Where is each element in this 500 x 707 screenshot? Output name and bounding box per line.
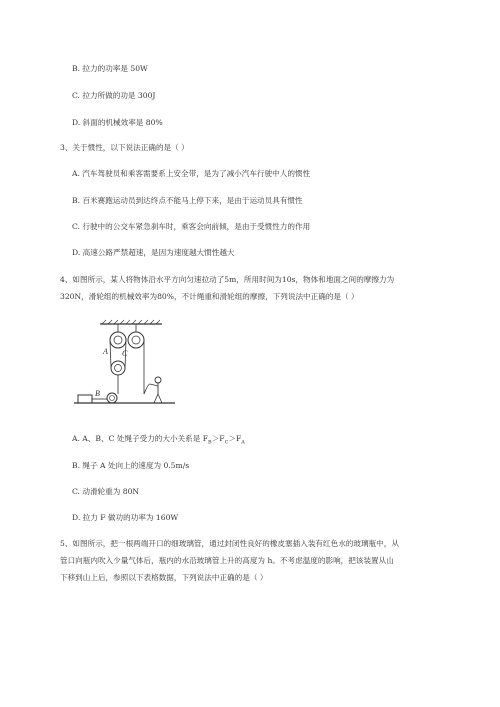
label-b: B — [95, 389, 100, 398]
pulley-diagram — [70, 318, 180, 413]
q4-option-b: B. 绳子 A 处向上的速度为 0.5m/s — [72, 461, 190, 470]
q3-option-b: B. 百米赛跑运动员到达终点不能马上停下来，是由于运动员具有惯性 — [72, 196, 303, 205]
q5-stem-line2: 管口向瓶内吹入少量气体后，瓶内的水沿玻璃管上升的高度为 h。不考虑温度的影响，把该装置从山 — [60, 556, 394, 565]
prev-option-b: B. 拉力的功率是 50W — [72, 64, 148, 73]
q4-stem-line1: 4、如图所示，某人将物体沿水平方向匀速拉动了5m，所用时间为10s，物体和地面之间的摩擦力为 — [60, 275, 395, 284]
sub-a: A — [241, 439, 245, 446]
pulley-figure — [70, 318, 180, 413]
sub-c: C — [224, 439, 229, 446]
q4-option-c: C. 动滑轮重为 80N — [72, 487, 140, 496]
q5-stem-line1: 5、如图所示，把一根两端开口的细玻璃管，通过封闭性良好的橡皮塞插入装有红色水的玻璃瓶中，从 — [60, 539, 399, 548]
q3-option-a: A. 汽车驾驶员和乘客需要系上安全带，是为了减小汽车行驶中人的惯性 — [72, 169, 311, 178]
q4-option-a-text: A. A、B、C 处绳子受力的大小关系是 F — [72, 434, 208, 443]
prev-option-d: D. 斜面的机械效率是 80% — [72, 118, 163, 127]
q4-option-d: D. 拉力 F 做功的功率为 160W — [72, 513, 179, 522]
gt-2: ＞F — [228, 434, 242, 443]
prev-option-c: C. 拉力所做的功是 300J — [72, 91, 156, 100]
q3-stem: 3、关于惯性，以下说法正确的是（ ） — [60, 143, 189, 152]
q4-stem-line2: 320N，滑轮组的机械效率为80%，不计绳重和滑轮组的摩擦，下列说法中正确的是（ ） — [60, 292, 359, 301]
q5-stem-line3: 下移到山上后，参照以下表格数据，下列说法中正确的是（ ） — [60, 573, 268, 582]
gt-1: ＞F — [211, 434, 225, 443]
sub-b: B — [208, 439, 212, 446]
q3-option-d: D. 高速公路严禁超速，是因为速度越大惯性越大 — [72, 248, 235, 257]
q3-option-c: C. 行驶中的公交车紧急刹车时，乘客会向前倾，是由于受惯性力的作用 — [72, 222, 311, 231]
label-a: A — [103, 347, 108, 356]
label-c: C — [122, 349, 128, 358]
q4-option-a — [72, 434, 245, 448]
